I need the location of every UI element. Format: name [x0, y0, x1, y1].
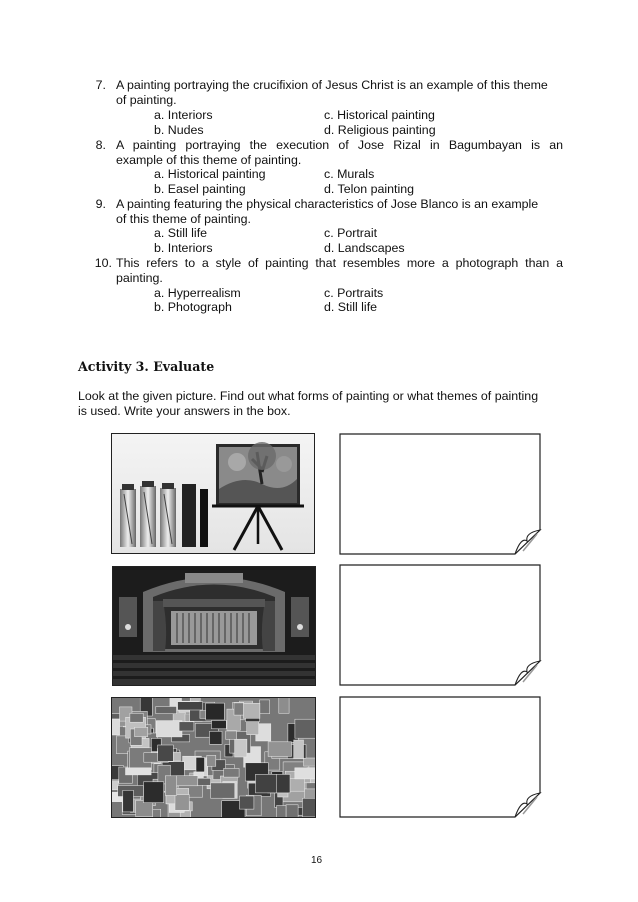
option-a: a. Interiors	[154, 108, 213, 122]
option-c: c. Portraits	[324, 286, 384, 300]
option-c: c. Portrait	[324, 226, 378, 240]
question-number: 10.	[94, 256, 112, 270]
question-number: 7.	[95, 78, 106, 92]
question-text: This refers to a style of painting that resembles more a photograph than a	[116, 256, 563, 270]
option-c: c. Historical painting	[324, 108, 435, 122]
easel-photo	[111, 433, 315, 554]
photo-collage	[111, 697, 316, 818]
answer-box[interactable]	[339, 433, 543, 559]
answer-box[interactable]	[339, 564, 543, 690]
option-a: a. Historical painting	[154, 167, 266, 181]
option-b: b. Photograph	[154, 300, 232, 314]
page-number: 16	[311, 855, 323, 866]
question-text: A painting portraying the execution of Jose Rizal in Bagumbayan is an	[116, 138, 563, 152]
option-d: d. Landscapes	[324, 241, 405, 255]
question-text: A painting portraying the crucifixion of Jesus Christ is an example of this theme	[116, 78, 548, 92]
option-a: a. Still life	[154, 226, 208, 240]
question-text: of painting.	[116, 93, 177, 107]
instructions: Look at the given picture. Find out what forms of painting or what themes of painting	[78, 389, 539, 403]
option-b: b. Interiors	[154, 241, 213, 255]
question-text: example of this theme of painting.	[116, 153, 302, 167]
question-number: 9.	[95, 197, 106, 211]
question-text: painting.	[116, 271, 163, 285]
question-number: 8.	[95, 138, 106, 152]
option-d: d. Telon painting	[324, 182, 415, 196]
instructions: is used. Write your answers in the box.	[78, 404, 291, 418]
question-text: of this theme of painting.	[116, 212, 252, 226]
answer-box[interactable]	[339, 696, 543, 822]
option-b: b. Nudes	[154, 123, 204, 137]
option-d: d. Religious painting	[324, 123, 436, 137]
activity-heading: Activity 3. Evaluate	[78, 359, 215, 374]
option-a: a. Hyperrealism	[154, 286, 241, 300]
option-c: c. Murals	[324, 167, 375, 181]
option-d: d. Still life	[324, 300, 378, 314]
option-b: b. Easel painting	[154, 182, 246, 196]
question-text: A painting featuring the physical characteristics of Jose Blanco is an example	[116, 197, 539, 211]
theater-stage-photo	[112, 566, 316, 686]
